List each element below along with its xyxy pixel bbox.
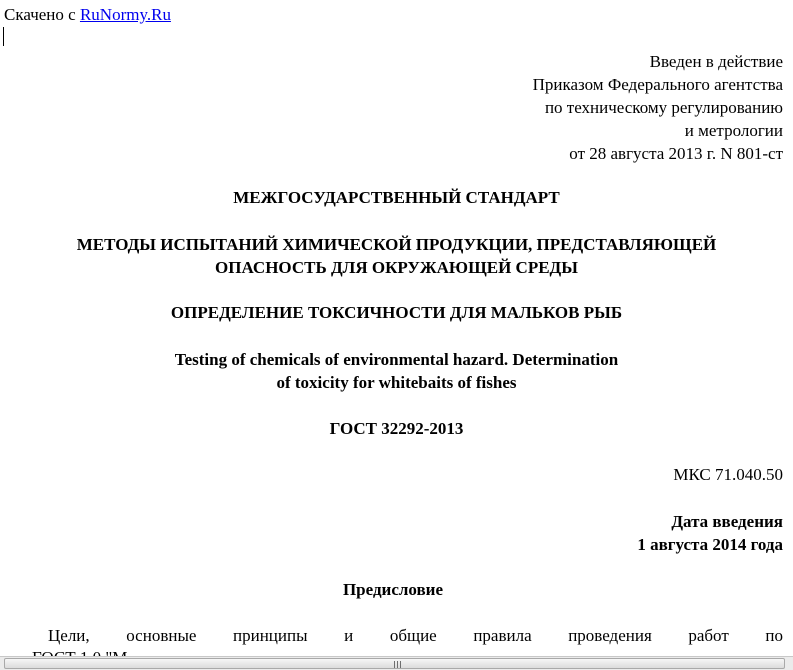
paragraph-word: работ [688,626,729,645]
enacted-line: Приказом Федерального агентства [532,75,783,94]
paragraph-line [48,625,783,647]
gost-number: ГОСТ 32292-2013 [329,419,464,438]
paragraph-word: проведения [568,626,652,645]
paragraph-word: по [765,626,783,645]
grip-icon [394,661,403,668]
title-ru [0,233,793,279]
introduction-date-label: Дата введения [671,512,783,531]
paragraph-word: Цели, [48,626,90,645]
introduction-date [637,510,783,556]
title-ru-line: МЕТОДЫ ИСПЫТАНИЙ ХИМИЧЕСКОЙ ПРОДУКЦИИ, ПРЕДСТАВЛЯЮЩЕЙ [76,235,717,254]
enacted-block [533,50,783,165]
enacted-line: от 28 августа 2013 г. N 801-ст [569,144,783,163]
subtitle-ru: ОПРЕДЕЛЕНИЕ ТОКСИЧНОСТИ ДЛЯ МАЛЬКОВ РЫБ [170,303,623,322]
paragraph-word: основные [126,626,197,645]
runormy-link[interactable]: RuNormy.Ru [79,5,171,24]
paragraph-word: принципы [233,626,308,645]
introduction-date-value: 1 августа 2014 года [637,535,783,554]
title-en [0,348,793,394]
enacted-line: по техническому регулированию [544,98,783,117]
mks-code: МКС 71.040.50 [673,465,783,484]
title-ru-line: ОПАСНОСТЬ ДЛЯ ОКРУЖАЮЩЕЙ СРЕДЫ [215,258,578,277]
enacted-line: Введен в действие [649,52,783,71]
paragraph-word: правила [473,626,532,645]
source-line [4,5,171,25]
title-en-line: of toxicity for whitebaits of fishes [276,373,517,392]
paragraph-word: общие [389,626,437,645]
enacted-line: и метрологии [684,121,783,140]
standard-type: МЕЖГОСУДАРСТВЕННЫЙ СТАНДАРТ [233,188,560,207]
preface-heading: Предисловие [342,580,444,599]
text-cursor [3,27,4,46]
title-en-line: Testing of chemicals of environmental hazard. Determination [174,350,619,369]
source-prefix: Скачено с [4,5,76,24]
paragraph-word: и [344,626,354,645]
scrollbar-thumb[interactable] [4,658,785,669]
horizontal-scrollbar[interactable] [0,656,793,670]
